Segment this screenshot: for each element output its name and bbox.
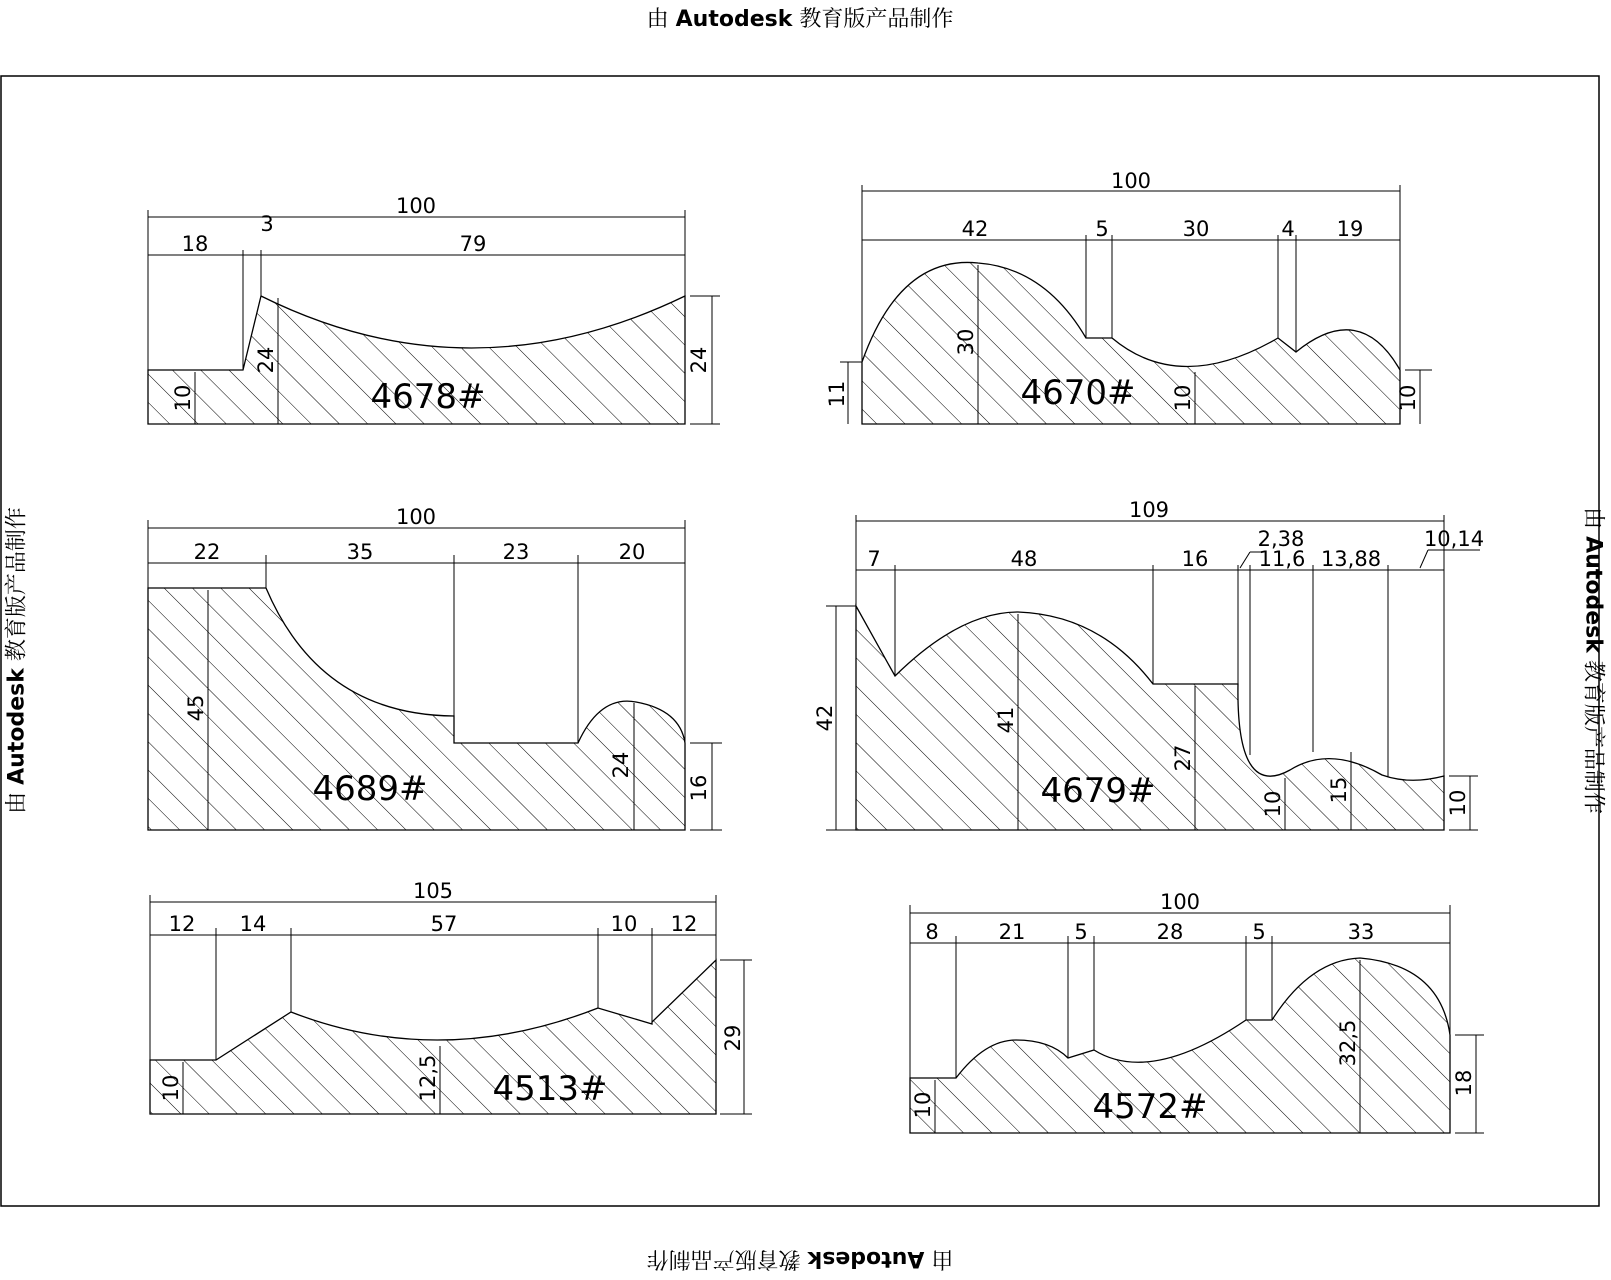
dim-b: 35 [346,540,374,564]
dim-d: 10 [610,912,638,936]
dim-e: 19 [1336,217,1364,241]
dim-a: 22 [193,540,221,564]
dim-total: 105 [412,879,454,903]
dim-a: 7 [867,547,881,571]
dim-d: 20 [618,540,646,564]
dim-total: 100 [1159,890,1201,914]
profile-4679 [813,498,1484,830]
dim-a: 18 [181,232,209,256]
dim-h-arc: 41 [994,706,1018,734]
dim-h-left: 11 [825,380,849,408]
dim-a: 42 [961,217,989,241]
dim-c: 16 [1181,547,1209,571]
dim-b: 48 [1010,547,1038,571]
dim-b: 5 [1095,217,1109,241]
dim-f: 33 [1347,920,1375,944]
profile-4670 [825,169,1432,424]
dim-h-peak: 24 [254,346,278,374]
dim-b: 21 [998,920,1026,944]
dim-c: 23 [502,540,530,564]
dim-h-left: 10 [159,1074,183,1102]
dim-h-left: 45 [184,694,208,722]
dim-h-right: 10 [1446,789,1470,817]
dim-h-left: 10 [911,1091,935,1119]
watermark-left: 由 Autodesk 教育版产品制作 [4,507,30,814]
dim-h-low: 10 [1261,790,1285,818]
profile-label: 4679# [1040,771,1156,811]
dim-h-step: 27 [1171,744,1195,772]
dim-g: 10,14 [1423,527,1485,551]
dim-e: 11,6 [1258,547,1306,571]
dim-h-arc: 30 [954,328,978,356]
dim-c: 30 [1182,217,1210,241]
dim-total: 100 [395,194,437,218]
dim-h-right: 10 [1396,384,1420,412]
dim-h-mid: 12,5 [416,1054,440,1102]
profile-4513 [150,879,752,1114]
profile-label: 4670# [1020,373,1136,413]
dim-total: 100 [1110,169,1152,193]
dim-h-mid: 10 [1171,384,1195,412]
watermark-top: 由 Autodesk 教育版产品制作 [646,7,954,32]
dim-e: 12 [670,912,698,936]
dim-d: 28 [1156,920,1184,944]
dim-h-left: 42 [813,704,837,732]
dim-h-arc: 24 [609,751,633,779]
dim-h-right: 24 [687,346,711,374]
profile-label: 4572# [1092,1087,1208,1127]
profile-label: 4678# [370,377,486,417]
watermark-bottom: 由 Autodesk 教育版产品制作 [646,1246,954,1271]
dim-h-right: 18 [1452,1069,1476,1097]
dim-d: 4 [1281,217,1295,241]
profile-label: 4689# [312,769,428,809]
dim-d: 2,38 [1257,527,1305,551]
profile-label: 4513# [492,1069,608,1109]
profile-4689 [148,505,722,830]
dim-f: 13,88 [1320,547,1382,571]
dim-h-left: 10 [171,384,195,412]
watermark-right: 由 Autodesk 教育版产品制作 [1580,507,1606,814]
dim-a: 12 [168,912,196,936]
dim-h-arc: 32,5 [1336,1019,1360,1067]
dim-total: 100 [395,505,437,529]
dim-c: 57 [430,912,458,936]
dim-a: 8 [925,920,939,944]
dim-e: 5 [1252,920,1266,944]
dim-h-right: 29 [721,1024,745,1052]
dim-b: 14 [239,912,267,936]
profile-4678 [148,194,720,424]
profile-4572 [910,890,1484,1133]
dim-h-bump: 15 [1327,776,1351,804]
dim-h-right: 16 [687,774,711,802]
dim-c: 79 [459,232,487,256]
dim-c: 5 [1074,920,1088,944]
dim-total: 109 [1128,498,1170,522]
dim-b: 3 [260,212,274,236]
